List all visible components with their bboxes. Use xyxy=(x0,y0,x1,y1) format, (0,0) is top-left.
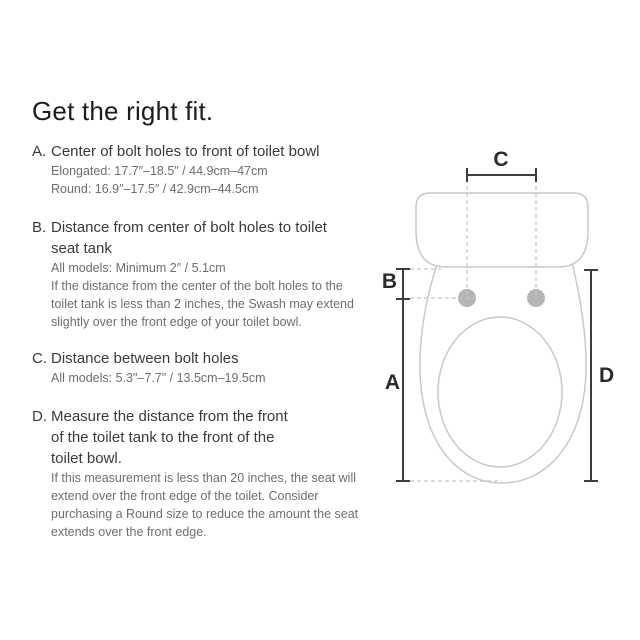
note-line: If this measurement is less than 20 inches, the seat will xyxy=(51,471,357,485)
spec-line-all-models: All models: Minimum 2″ / 5.1cm xyxy=(51,261,226,275)
spec-line-elongated: Elongated: 17.7″–18.5″ / 44.9cm–47cm xyxy=(51,164,268,178)
section-a-heading: Center of bolt holes to front of toilet bowl xyxy=(51,143,320,160)
section-d-heading-line-2: of the toilet tank to the front of the xyxy=(51,429,275,446)
measure-label-d: D xyxy=(599,364,615,387)
note-line: If the distance from the center of the bolt holes to the xyxy=(51,279,343,293)
measure-labels-group xyxy=(382,148,614,394)
toilet-seat-outline xyxy=(420,262,586,483)
note-line: extends over the front edge. xyxy=(51,525,207,539)
section-a-marker: A. xyxy=(32,143,47,160)
section-d-heading-line-1: Measure the distance from the front xyxy=(51,408,288,425)
note-line: purchasing a Round size to reduce the amount the seat xyxy=(51,507,359,521)
measure-label-b: B xyxy=(381,270,397,293)
section-d-heading-line-3: toilet bowl. xyxy=(51,450,122,467)
toilet-tank xyxy=(416,193,588,267)
measure-line-b xyxy=(396,269,410,299)
note-line: extend over the front edge of the toilet. Consider xyxy=(51,489,319,503)
spec-line-round: Round: 16.9″–17.5″ / 42.9cm–44.5cm xyxy=(51,182,259,196)
section-b-marker: B. xyxy=(32,219,47,236)
toilet-outline-group xyxy=(420,262,586,483)
spec-line-all-models: All models: 5.3"–7.7" / 13.5cm–19.5cm xyxy=(51,371,266,385)
section-b-heading-line-1: Distance from center of bolt holes to toilet xyxy=(51,219,327,236)
bolt-holes-group xyxy=(458,289,545,307)
page-title: Get the right fit. xyxy=(32,96,214,126)
measure-label-c: C xyxy=(493,148,509,171)
measure-label-a: A xyxy=(384,371,400,394)
section-c-marker: C. xyxy=(32,350,47,367)
note-line: slightly over the front edge of your toilet bowl. xyxy=(51,315,302,329)
section-b-heading-line-2: seat tank xyxy=(51,240,112,257)
section-d-marker: D. xyxy=(32,408,47,425)
section-c-heading: Distance between bolt holes xyxy=(51,350,239,367)
toilet-bowl-inner-outline xyxy=(438,317,562,467)
note-line: toilet tank is less than 2 inches, the Swash may extend xyxy=(51,297,354,311)
